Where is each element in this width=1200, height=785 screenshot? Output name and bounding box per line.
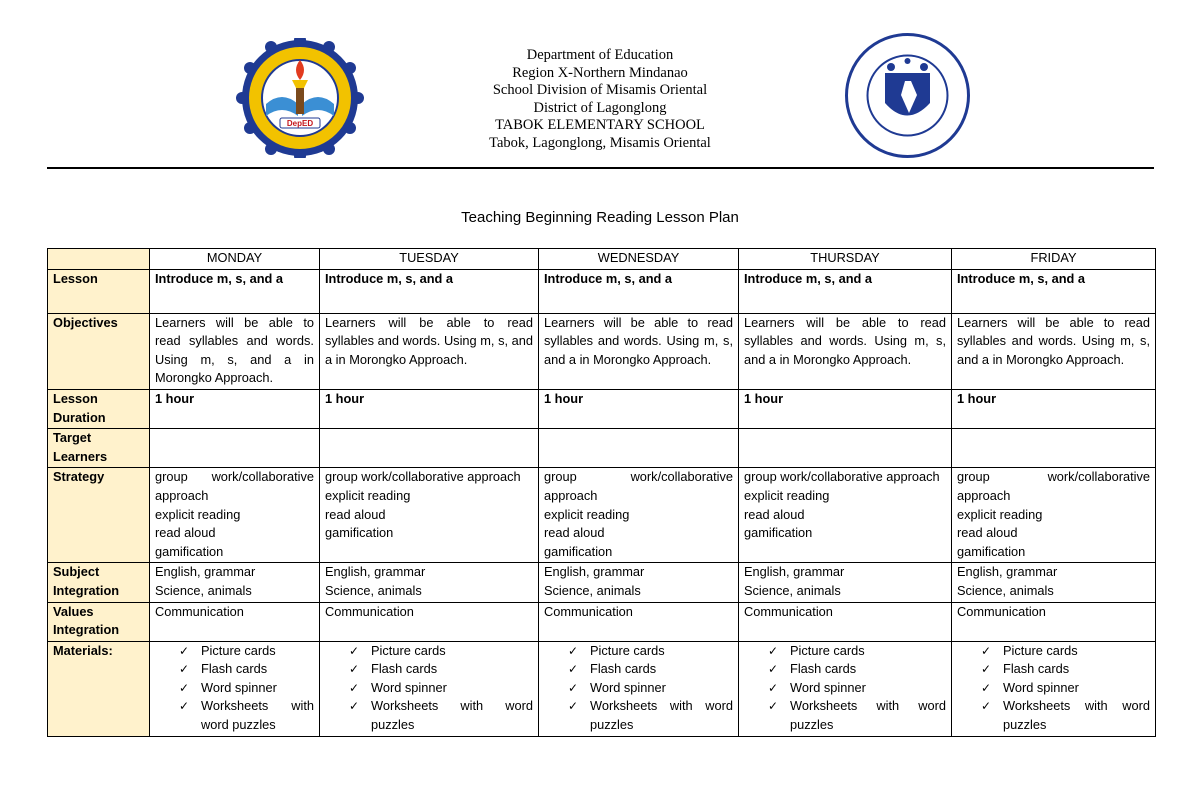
lesson-row: [48, 269, 1156, 313]
target-cell: [150, 429, 320, 468]
strategy-item: explicit reading: [544, 506, 630, 522]
material-item: [981, 660, 1150, 679]
duration-cell: 1 hour: [539, 389, 739, 428]
strategy-item: group work/collaborative approach: [155, 469, 314, 503]
material-label: Flash cards: [371, 661, 438, 677]
objectives-cell: Learners will be able to read syllables and words. Using m, s, and a in Morongko Approach.: [739, 313, 952, 389]
subject-cell: [539, 563, 739, 602]
material-label: Worksheets with word puzzles: [1003, 698, 1150, 733]
checkmark-icon: ✓: [568, 643, 579, 658]
values-cell: Communication: [150, 602, 320, 641]
checkmark-icon: ✓: [179, 662, 190, 677]
day-header-tuesday: TUESDAY: [320, 249, 539, 270]
division-line: School Division of Misamis Oriental: [492, 82, 708, 99]
material-label: Flash cards: [590, 661, 657, 677]
strategy-item: explicit reading: [155, 506, 241, 522]
subject-cell: [952, 563, 1156, 602]
row-label-target: [48, 429, 150, 468]
school-seal-logo: [230, 38, 370, 158]
row-label-values-line1: Values: [53, 603, 94, 619]
duration-row: [48, 389, 1156, 428]
material-label: Picture cards: [201, 642, 276, 658]
objectives-cell: Learners will be able to read syllables and words. Using m, s, and a in Morongko Approach.: [952, 313, 1156, 389]
material-label: Flash cards: [201, 661, 268, 677]
subject-item: Science, animals: [544, 582, 641, 598]
row-label-subject-line1: Subject: [53, 564, 100, 580]
target-cell: [539, 429, 739, 468]
material-item: [179, 660, 314, 679]
lesson-plan-table: [47, 248, 1156, 737]
material-item: [768, 660, 946, 679]
materials-list: [544, 642, 733, 735]
materials-cell: [150, 641, 320, 736]
row-label-subject: [48, 563, 150, 602]
material-item: [981, 679, 1150, 698]
subject-integration-row: [48, 563, 1156, 602]
row-label-objectives: Objectives: [48, 313, 150, 389]
materials-list: [155, 642, 314, 735]
day-header-thursday: THURSDAY: [739, 249, 952, 270]
department-line: Department of Education: [526, 47, 674, 63]
strategy-item: gamification: [957, 543, 1026, 559]
material-item: [981, 697, 1150, 734]
lesson-cell: Introduce m, s, and a: [539, 269, 739, 313]
letterhead-text: [430, 47, 770, 153]
materials-cell: [739, 641, 952, 736]
target-cell: [952, 429, 1156, 468]
address-line: Tabok, Lagonglong, Misamis Oriental: [489, 134, 711, 151]
strategy-cell: [320, 468, 539, 563]
subject-item: English, grammar: [155, 564, 256, 580]
duration-cell: 1 hour: [739, 389, 952, 428]
material-item: [981, 642, 1150, 661]
objectives-cell: Learners will be able to read syllables and words. Using m, s, and a in Morongko Approach.: [150, 313, 320, 389]
materials-cell: [320, 641, 539, 736]
subject-item: Science, animals: [325, 582, 422, 598]
material-label: Worksheets with word puzzles: [371, 698, 533, 733]
material-item: [768, 697, 946, 734]
checkmark-icon: ✓: [768, 643, 779, 658]
row-label-duration-line2: Duration: [53, 409, 106, 425]
material-item: [349, 660, 533, 679]
material-item: [179, 642, 314, 661]
strategy-item: gamification: [155, 543, 224, 559]
strategy-item: read aloud: [325, 506, 386, 522]
strategy-item: read aloud: [155, 525, 216, 541]
checkmark-icon: ✓: [768, 680, 779, 695]
row-label-target-line2: Learners: [53, 448, 108, 464]
objectives-cell: Learners will be able to read syllables and words. Using m, s, and a in Morongko Approach.: [539, 313, 739, 389]
materials-row: [48, 641, 1156, 736]
lesson-cell: Introduce m, s, and a: [739, 269, 952, 313]
strategy-item: group work/collaborative approach: [744, 469, 940, 485]
strategy-item: explicit reading: [325, 487, 411, 503]
lesson-cell: Introduce m, s, and a: [150, 269, 320, 313]
strategy-item: read aloud: [957, 525, 1018, 541]
material-label: Word spinner: [201, 679, 277, 695]
school-name-line: TABOK ELEMENTARY SCHOOL: [495, 117, 705, 134]
material-item: [568, 679, 733, 698]
checkmark-icon: ✓: [179, 680, 190, 695]
values-cell: Communication: [320, 602, 539, 641]
material-label: Word spinner: [371, 679, 447, 695]
strategy-item: read aloud: [544, 525, 605, 541]
day-header-row: [48, 249, 1156, 270]
lesson-cell: Introduce m, s, and a: [320, 269, 539, 313]
material-item: [179, 679, 314, 698]
checkmark-icon: ✓: [179, 699, 190, 714]
subject-cell: [739, 563, 952, 602]
strategy-item: explicit reading: [744, 487, 830, 503]
duration-cell: 1 hour: [150, 389, 320, 428]
materials-list: [744, 642, 946, 735]
strategy-item: group work/collaborative approach: [325, 469, 521, 485]
strategy-item: gamification: [544, 543, 613, 559]
strategy-cell: [952, 468, 1156, 563]
material-item: [179, 697, 314, 734]
checkmark-icon: ✓: [568, 699, 579, 714]
checkmark-icon: ✓: [349, 662, 360, 677]
material-item: [568, 642, 733, 661]
day-header-wednesday: WEDNESDAY: [539, 249, 739, 270]
material-item: [349, 697, 533, 734]
material-label: Picture cards: [590, 642, 665, 658]
objectives-row: [48, 313, 1156, 389]
checkmark-icon: ✓: [768, 662, 779, 677]
material-label: Word spinner: [1003, 679, 1079, 695]
materials-list: [325, 642, 533, 735]
material-label: Picture cards: [790, 642, 865, 658]
material-label: Flash cards: [790, 661, 857, 677]
material-label: Picture cards: [371, 642, 446, 658]
material-label: Worksheets with word puzzles: [201, 698, 314, 733]
material-label: Word spinner: [790, 679, 866, 695]
subject-item: English, grammar: [544, 564, 645, 580]
deped-seal-logo: [845, 33, 970, 158]
values-cell: Communication: [539, 602, 739, 641]
materials-cell: [539, 641, 739, 736]
lesson-cell: Introduce m, s, and a: [952, 269, 1156, 313]
header-divider: [47, 167, 1154, 169]
subject-item: English, grammar: [744, 564, 845, 580]
material-label: Worksheets with word puzzles: [590, 698, 733, 733]
target-row: [48, 429, 1156, 468]
checkmark-icon: ✓: [349, 643, 360, 658]
day-header-monday: MONDAY: [150, 249, 320, 270]
material-item: [568, 660, 733, 679]
row-label-strategy: Strategy: [48, 468, 150, 563]
duration-cell: 1 hour: [320, 389, 539, 428]
material-item: [768, 679, 946, 698]
material-label: Word spinner: [590, 679, 666, 695]
subject-item: English, grammar: [957, 564, 1058, 580]
subject-item: Science, animals: [744, 582, 841, 598]
material-label: Worksheets with word puzzles: [790, 698, 946, 733]
target-cell: [739, 429, 952, 468]
subject-item: Science, animals: [155, 582, 252, 598]
checkmark-icon: ✓: [349, 699, 360, 714]
row-label-lesson: Lesson: [48, 269, 150, 313]
strategy-item: group work/collaborative approach: [957, 469, 1150, 503]
material-label: Picture cards: [1003, 642, 1078, 658]
subject-cell: [320, 563, 539, 602]
target-cell: [320, 429, 539, 468]
row-label-materials: Materials:: [48, 641, 150, 736]
checkmark-icon: ✓: [349, 680, 360, 695]
material-item: [349, 642, 533, 661]
subject-item: English, grammar: [325, 564, 426, 580]
checkmark-icon: ✓: [568, 662, 579, 677]
row-label-values-line2: Integration: [53, 622, 120, 638]
materials-cell: [952, 641, 1156, 736]
materials-list: [957, 642, 1150, 735]
strategy-item: read aloud: [744, 506, 805, 522]
subject-cell: [150, 563, 320, 602]
row-label-subject-line2: Integration: [53, 582, 120, 598]
strategy-row: [48, 468, 1156, 563]
day-header-friday: FRIDAY: [952, 249, 1156, 270]
row-label-duration-line1: Lesson: [53, 390, 98, 406]
strategy-cell: [150, 468, 320, 563]
subject-item: Science, animals: [957, 582, 1054, 598]
values-cell: Communication: [952, 602, 1156, 641]
district-line: District of Lagonglong: [533, 99, 667, 116]
strategy-item: gamification: [325, 525, 394, 541]
checkmark-icon: ✓: [981, 680, 992, 695]
row-label-duration: [48, 389, 150, 428]
strategy-cell: [739, 468, 952, 563]
row-label-target-line1: Target: [53, 430, 92, 446]
region-line: Region X-Northern Mindanao: [512, 64, 688, 81]
strategy-item: gamification: [744, 525, 813, 541]
row-label-values: [48, 602, 150, 641]
duration-cell: 1 hour: [952, 389, 1156, 428]
strategy-cell: [539, 468, 739, 563]
values-cell: Communication: [739, 602, 952, 641]
material-item: [768, 642, 946, 661]
checkmark-icon: ✓: [568, 680, 579, 695]
checkmark-icon: ✓: [981, 662, 992, 677]
strategy-item: explicit reading: [957, 506, 1043, 522]
svg-text:DepED: DepED: [286, 119, 314, 128]
checkmark-icon: ✓: [981, 699, 992, 714]
letterhead-header: [0, 0, 1200, 170]
corner-cell: [48, 249, 150, 270]
objectives-cell: Learners will be able to read syllables and words. Using m, s, and a in Morongko Approach.: [320, 313, 539, 389]
checkmark-icon: ✓: [179, 643, 190, 658]
strategy-item: group work/collaborative approach: [544, 469, 733, 503]
lesson-plan-title: Teaching Beginning Reading Lesson Plan: [461, 209, 739, 226]
values-integration-row: [48, 602, 1156, 641]
material-item: [568, 697, 733, 734]
material-item: [349, 679, 533, 698]
material-label: Flash cards: [1003, 661, 1070, 677]
checkmark-icon: ✓: [981, 643, 992, 658]
checkmark-icon: ✓: [768, 699, 779, 714]
